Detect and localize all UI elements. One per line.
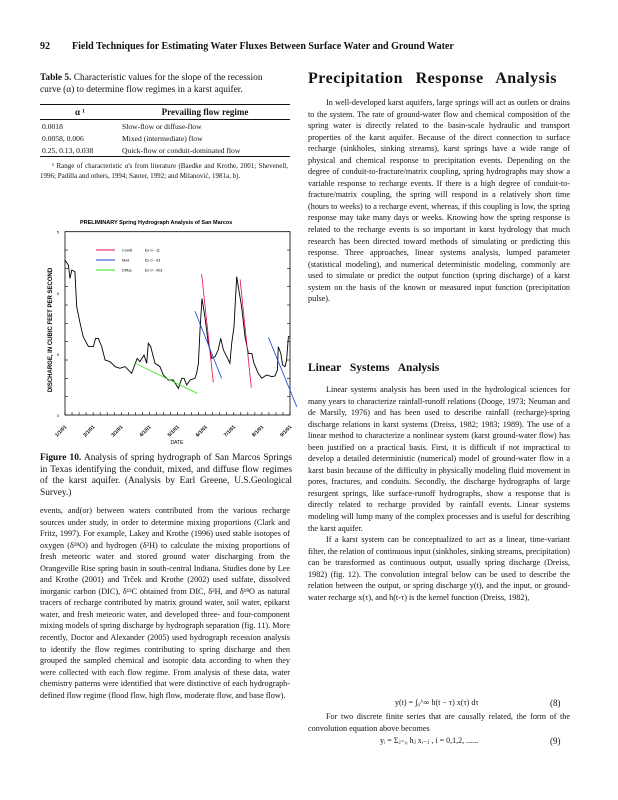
section-heading-precipitation: Precipitation Response Analysis — [308, 70, 557, 87]
hydrograph-chart — [30, 210, 300, 450]
table-footnote: ¹ Range of characteristic α's from literature (Baedke and Krothe, 2001; Shevenell, 1996; Padilla and others, 1994; Sauter, 1992; and Milanović, 1981a, b). — [40, 162, 288, 180]
x-tick-label: 9/1/01 — [279, 424, 294, 439]
paragraph: events, and(or) between waters contributed from the various recharge sources under study, in order to determine mixing proportions (Clark and Fritz, 1997). For example, Lakey and Krothe (1996) used stable isotopes of oxygen (δ¹⁸O) and hydrogen (δ²H) to calculate the mixing proportions of fresh meteoric water and stored ground water discharging from the Orangeville Rise spring basin in south-central Indiana. Studies done by Lee and Krothe (2001) and Trček and Krothe (2002) used sulfate, dissolved inorganic carbon (DIC), δ¹³C obtained from DIC, δ²H, and δ¹⁸O as natural tracers of recharge contributed by matrix ground water, soil water, epikarst water, and fresh meteoric water, and developed three- and four-component mixing models of spring discharge by hydrograph separation (fig. 11). More recently, Doctor and Alexander (2005) used hydrograph recession analysis to identify the flow regimes contributing to spring discharge and then grouped the sampled chemical and isotopic data according to when they were collected with each flow regime. From analysis of these data, water chemistry patterns were identified that were distinctive of each hydrograph-defined flow regime (flood flow, high flow, moderate flow, and base flow). — [40, 506, 290, 700]
y-tick-label: 0 — [56, 290, 59, 296]
table-cell: 0.25, 0.13, 0.038 — [40, 144, 120, 157]
table-row — [40, 120, 290, 133]
table-caption — [40, 73, 285, 96]
y-tick-label: 0 — [56, 413, 59, 418]
x-tick-label: 4/1/01 — [138, 424, 153, 439]
page-number: 92 — [40, 41, 50, 52]
chart-legend — [96, 249, 162, 273]
y-tick-label: 5 — [56, 229, 59, 235]
precipitation-body — [308, 97, 570, 305]
flow-regime-table — [40, 104, 290, 157]
paragraph: In well-developed karst aquifers, large springs will act as outlets or drains to the system. The rate of ground-water flow and chemical composition of the spring water is directly related to the basin-scale hydraulic and transport properties of the karst aquifer. Because of the direct connection to surface recharge (sinkholes, sinking streams), karst springs have a wide range of physical and chemical response to precipitation events. Depending on the degree of conduit-to-fracture/matrix coupling, spring hydrographs may show a variable response to recharge events. If there is a high degree of conduit-to-fracture/matrix coupling, the spring will respond in a relatively short time (hours to weeks) to a recharge event, whereas, if this coupling is low, the spring response may take many days or weeks. Knowing how the spring response is related to the recharge events is so important in karst hydrology that much research has been directed toward methods of simulating or predicting this response. Three approaches, linear systems analysis, lumped parameter (statistical modeling), and numerical deterministic modeling, commonly are used to simulate or predict the output function (spring discharge) of a karst system on the basis of the known or measured input function (precipitation pulse). — [308, 98, 570, 304]
chart-title: PRELIMINARY Spring Hydrograph Analysis of San Marcos — [80, 220, 233, 226]
legend-name: Mxd — [122, 258, 130, 263]
x-tick-label: 3/1/01 — [110, 424, 125, 439]
column-header: α ¹ — [40, 105, 120, 120]
equation-9: yᵢ = Σⱼ₌₀ hⱼ xᵢ₋ⱼ , i = 0,1,2, ...... — [380, 736, 479, 745]
x-axis-label: DATE — [170, 440, 184, 446]
figure-caption — [40, 453, 292, 499]
x-tick-label: 1/1/01 — [54, 424, 69, 439]
table-label: Table 5. — [40, 73, 72, 83]
table-row — [40, 132, 290, 144]
figure-caption-text: Analysis of spring hydrograph of San Marcos Springs in Texas identifying the conduit, mixed, and diffuse flow regimes of the karst aquifer. (Analysis by Earl Greene, U.S.Geological Survey.) — [40, 453, 293, 498]
x-tick-label: 8/1/01 — [251, 424, 266, 439]
discharge-line — [65, 260, 290, 388]
legend-value: Ex 0 - 003 — [145, 268, 163, 273]
recession-line — [268, 337, 296, 407]
table-header-row — [40, 105, 290, 120]
x-tick-label: 6/1/01 — [194, 424, 209, 439]
legend-name: Condt — [122, 248, 133, 253]
legend-name: Diffus — [122, 268, 132, 273]
legend-value: Ex 0 - 03 — [145, 258, 161, 263]
y-tick-label: 5 — [56, 351, 59, 357]
table-caption-text: Characteristic values for the slope of the recession curve (α) to determine flow regimes in a karst aquifer. — [40, 73, 263, 95]
table-row — [40, 144, 290, 157]
column-header: Prevailing flow regime — [120, 105, 290, 120]
x-tick-label: 5/1/01 — [166, 424, 181, 439]
table-cell: 0.0058, 0.006 — [42, 133, 84, 143]
paragraph: For two discrete finite series that are causally related, the form of the convolution equation above becomes — [308, 712, 570, 733]
x-tick-label: 7/1/01 — [222, 424, 237, 439]
x-tick-label: 2/1/01 — [82, 424, 97, 439]
y-tick-labels — [57, 230, 60, 418]
section-heading-linear: Linear Systems Analysis — [308, 362, 440, 374]
y-axis-label: DISCHARGE, IN CUBIC FEET PER SECOND — [48, 267, 54, 393]
equation-8-number: (8) — [550, 698, 561, 708]
recession-line — [135, 363, 197, 393]
paragraph: Linear systems analysis has been used in the hydrological sciences for many years to characterize rainfall-runoff relations (Dooge, 1973; Neuman and de Marsily, 1976) and has been used to describe rainfall (recharge)-spring discharge relations in karst systems (Dreiss, 1982; 1983; 1989). The use of a linear method to characterize a nonlinear system (karst ground-water flow) has been justified on a practical basis. First, it is difficult if not impractical to develop a detailed deterministic (numerical) model of ground-water flow in a karst basin because of the difficulty in physically modeling fluid movement in pores, fractures, and conduits. Secondly, the discharge hydrographs of large resurgent springs, like surface-runoff hydrographs, show a response that is directly related to recharge provided by rainfall events. Linear systems modeling will lump many of the complex processes and is useful for describing the karst aquifer. — [308, 385, 570, 533]
chart-series — [65, 260, 297, 407]
paragraph: If a karst system can be conceptualized to act as a linear, time-variant filter, the relation of continuous input (sinkholes, sinking streams, precipitation) can be transformed as continuous output, usually spring discharge (Dreiss, 1982) (fig. 12). The convolution integral below can be used to describe the relation between the output, or spring discharge y(t), and the input, or ground-water recharge x(τ), and h(t-τ) is the kernel function (Dreiss, 1982), — [308, 535, 570, 602]
table-cell: Mixed (intermediate) flow — [122, 133, 203, 143]
table-cell: Slow-flow or diffuse-flow — [122, 121, 202, 131]
equation-8: y(t) = ∫₀^∞ h(t − τ) x(τ) dτ — [395, 698, 479, 707]
table-cell: 0.0018 — [42, 121, 63, 131]
running-title: Field Techniques for Estimating Water Fluxes Between Surface Water and Ground Water — [72, 41, 454, 52]
left-column-body — [40, 505, 290, 701]
table-5 — [40, 104, 290, 157]
convolution-text — [308, 711, 570, 734]
figure-label: Figure 10. — [40, 453, 82, 463]
equation-9-number: (9) — [550, 736, 561, 746]
table-cell: Quick-flow or conduit-dominated flow — [120, 144, 290, 157]
recession-line — [202, 274, 214, 382]
linear-body — [308, 384, 570, 603]
recession-line — [240, 279, 251, 387]
x-tick-labels — [54, 424, 293, 438]
legend-value: Ex 0 - 11 — [145, 248, 160, 253]
running-header — [40, 41, 454, 52]
